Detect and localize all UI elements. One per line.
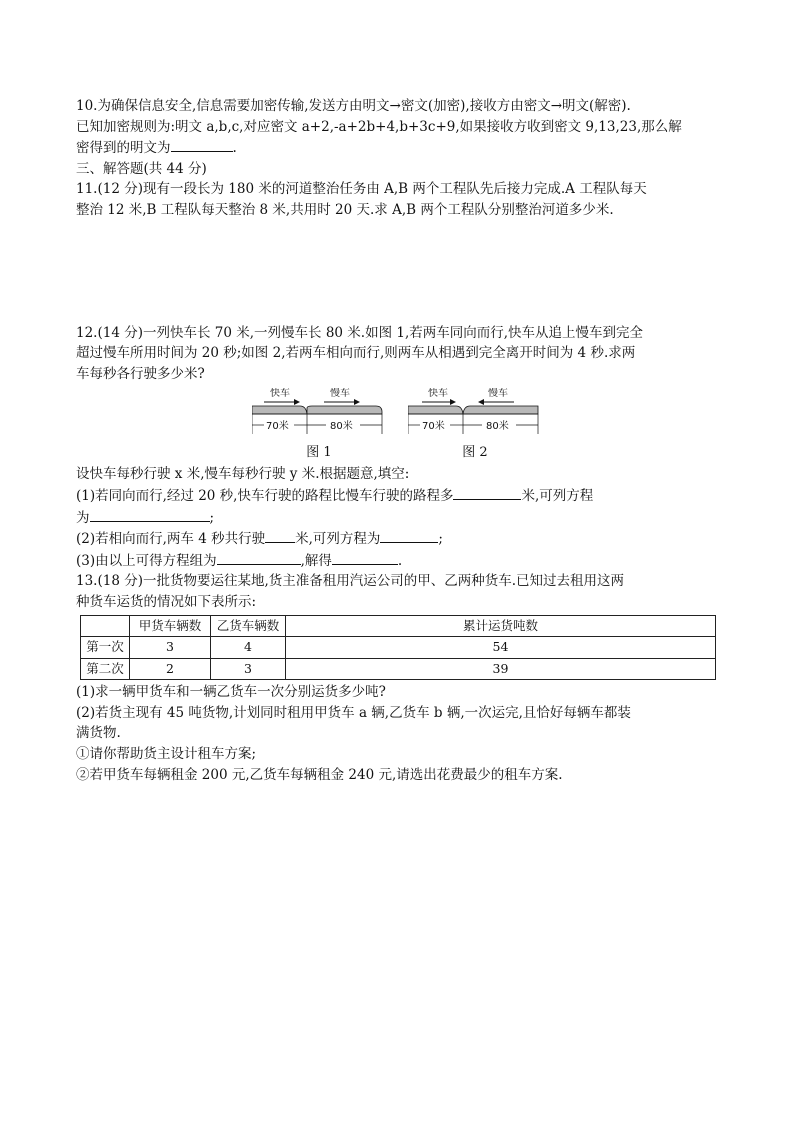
- figure-2-caption: 图 2: [462, 445, 488, 461]
- question-12: 12.(14 分)一列快车长 70 米,一列慢车长 80 米.如图 1,若两车同向而行,快车从追上慢车到完全 超过慢车所用时间为 20 秒;如图 2,若两车相向而行,则两车从相遇到完全离开时间为 4 秒.求两 车每秒各行驶多少米? 快车 慢车 70米 80米 图 1 快车 慢车 70米 80米 图 2 设快车每秒行驶 x 米,慢车每秒行驶 y 米.根据题意,填空: (1)若同向而行,经过 20 秒,快车行驶的路程比慢车行驶的路程多 米,可列方程 为 ; (2)若相向而行,两车 4 秒共行驶 米,可列方程为 ; (3)由以上可得方程组为 ,解得 .: [76, 323, 718, 572]
- fig1-fast-label: 快车: [270, 388, 290, 400]
- q13-subpart-2: ②若甲货车每辆租金 200 元,乙货车每辆租金 240 元,请选出花费最少的租车方案.: [76, 766, 563, 783]
- question-11: [76, 179, 718, 220]
- q13-table: [80, 615, 716, 681]
- table-header-cell: 甲货车辆数: [130, 615, 211, 637]
- question-10: 10.为确保信息安全,信息需要加密传输,发送方由明文→密文(加密),接收方由密文→明文(解密). 已知加密规则为:明文 a,b,c,对应密文 a+2,-a+2b+4,b+3c+9,如果接收方收到密文 9,13,23,那么解 密得到的明文为 .: [76, 96, 718, 159]
- fig1-slow-length: 80米: [330, 421, 353, 433]
- q12-intro: 设快车每秒行驶 x 米,慢车每秒行驶 y 米.根据题意,填空:: [76, 466, 410, 483]
- q13-subpart-1: ①请你帮助货主设计租车方案;: [76, 746, 257, 763]
- q12-p2-blank-2[interactable]: [380, 528, 438, 543]
- q12-part-1: (1)若同向而行,经过 20 秒,快车行驶的路程比慢车行驶的路程多 米,可列方程: [76, 485, 718, 507]
- q11-answer-space: [76, 221, 718, 323]
- fig2-slow-length: 80米: [486, 421, 509, 433]
- fig2-fast-train: [408, 406, 463, 414]
- fig1-slow-arrow-head: [354, 399, 360, 405]
- q13-line-1: 13.(18 分)一批货物要运往某地,货主准备租用汽运公司的甲、乙两种货车.已知过去租用这两: [76, 573, 625, 590]
- fig1-fast-arrow-head: [294, 399, 300, 405]
- q11-line-2: 整治 12 米,B 工程队每天整治 8 米,共用时 20 天.求 A,B 两个工程队分别整治河道多少米.: [76, 201, 614, 218]
- q10-line-3: 密得到的明文为: [76, 140, 171, 157]
- q10-answer-blank[interactable]: [171, 137, 233, 152]
- fig2-fast-length: 70米: [422, 421, 445, 433]
- q10-line-2: 已知加密规则为:明文 a,b,c,对应密文 a+2,-a+2b+4,b+3c+9,如果接收方收到密文 9,13,23,那么解: [76, 118, 682, 135]
- fig2-slow-train: [463, 406, 538, 414]
- figure-2: [408, 388, 542, 462]
- table-cell: 3: [130, 637, 211, 659]
- fig1-slow-label: 慢车: [330, 388, 350, 400]
- table-header-cell: 累计运货吨数: [286, 615, 716, 637]
- q12-p3-blank-1[interactable]: [217, 550, 301, 565]
- q12-part-2: (2)若相向而行,两车 4 秒共行驶 米,可列方程为 ;: [76, 528, 718, 550]
- fig2-slow-label: 慢车: [488, 388, 508, 400]
- table-cell: 3: [211, 658, 286, 680]
- q12-p1-blank-2[interactable]: [90, 507, 210, 522]
- q12-p2-blank-1[interactable]: [265, 528, 295, 543]
- section-3-title: 三、解答题(共 44 分): [76, 160, 207, 177]
- table-header-cell: 乙货车辆数: [211, 615, 286, 637]
- q13-part-1: (1)求一辆甲货车和一辆乙货车一次分别运货多少吨?: [76, 684, 386, 701]
- q12-figures: [76, 388, 718, 462]
- q11-line-1: 11.(12 分)现有一段长为 180 米的河道整治任务由 A,B 两个工程队先后接力完成.A 工程队每天: [76, 181, 647, 198]
- q12-line-1: 12.(14 分)一列快车长 70 米,一列慢车长 80 米.如图 1,若两车同向而行,快车从追上慢车到完全: [76, 324, 644, 341]
- figure-1-caption: 图 1: [306, 445, 332, 461]
- worksheet-page: [76, 96, 718, 785]
- table-header-row: [81, 615, 716, 637]
- figure-2-diagram: [408, 388, 542, 444]
- fig2-fast-label: 快车: [428, 388, 448, 400]
- table-row: [81, 658, 716, 680]
- q12-line-2: 超过慢车所用时间为 20 秒;如图 2,若两车相向而行,则两车从相遇到完全离开时间为 4 秒.求两: [76, 345, 636, 362]
- fig2-slow-arrow-head: [478, 399, 484, 405]
- fig1-slow-train: [307, 406, 382, 414]
- table-cell: 4: [211, 637, 286, 659]
- table-cell: 2: [130, 658, 211, 680]
- figure-1-diagram: [252, 388, 386, 444]
- figure-1: [252, 388, 386, 462]
- fig1-fast-train: [252, 406, 307, 414]
- q12-part-3: (3)由以上可得方程组为 ,解得 .: [76, 550, 718, 572]
- q13-line-2: 种货车运货的情况如下表所示:: [76, 593, 257, 610]
- question-13: [76, 571, 718, 785]
- table-cell: 第一次: [81, 637, 130, 659]
- fig1-fast-length: 70米: [266, 421, 289, 433]
- q12-line-3: 车每秒各行驶多少米?: [76, 365, 205, 382]
- q12-p3-blank-2[interactable]: [332, 550, 398, 565]
- table-cell: 第二次: [81, 658, 130, 680]
- q10-line-1: 10.为确保信息安全,信息需要加密传输,发送方由明文→密文(加密),接收方由密文→明文(解密).: [76, 98, 631, 114]
- q13-part-2-line-1: (2)若货主现有 45 吨货物,计划同时租用甲货车 a 辆,乙货车 b 辆,一次运完,且恰好每辆车都装: [76, 704, 631, 721]
- table-cell: 39: [286, 658, 716, 680]
- q12-p1-blank-1[interactable]: [453, 485, 521, 500]
- table-cell: 54: [286, 637, 716, 659]
- table-header-cell: [81, 615, 130, 637]
- q13-part-2-line-2: 满货物.: [76, 725, 121, 742]
- table-row: [81, 637, 716, 659]
- fig2-fast-arrow-head: [450, 399, 456, 405]
